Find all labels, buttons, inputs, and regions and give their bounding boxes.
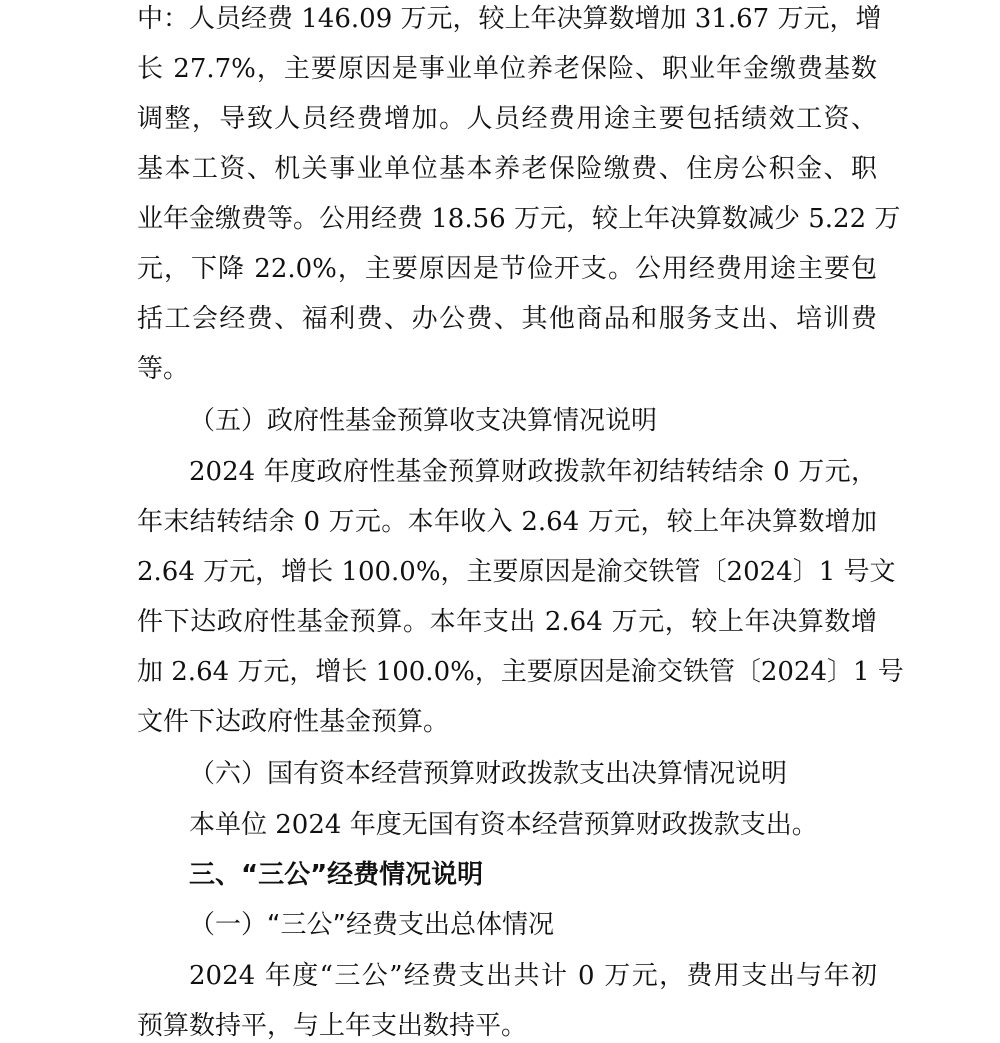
paragraph-line: 元，下降 22.0%，主要原因是节俭开支。公用经费用途主要包 (137, 254, 877, 284)
paragraph-line: 本单位 2024 年度无国有资本经营预算财政拨款支出。 (189, 810, 818, 840)
paragraph-line: 括工会经费、福利费、办公费、其他商品和服务支出、培训费 (137, 304, 877, 334)
paragraph-line: 件下达政府性基金预算。本年支出 2.64 万元，较上年决算数增 (137, 607, 877, 637)
paragraph-line: 业年金缴费等。公用经费 18.56 万元，较上年决算数减少 5.22 万 (137, 204, 901, 234)
paragraph-line: 2024 年度政府性基金预算财政拨款年初结转结余 0 万元， (189, 457, 877, 487)
paragraph-line: 调整，导致人员经费增加。人员经费用途主要包括绩效工资、 (137, 104, 877, 134)
paragraph-line: 中：人员经费 146.09 万元，较上年决算数增加 31.67 万元，增 (137, 4, 882, 34)
section-heading: （五）政府性基金预算收支决算情况说明 (189, 406, 658, 436)
chapter-heading: 三、“三公”经费情况说明 (189, 860, 484, 890)
paragraph-line: 加 2.64 万元，增长 100.0%，主要原因是渝交铁管〔2024〕1 号 (137, 657, 904, 687)
paragraph-line: 长 27.7%，主要原因是事业单位养老保险、职业年金缴费基数 (137, 54, 877, 84)
section-heading: （六）国有资本经营预算财政拨款支出决算情况说明 (189, 759, 788, 789)
paragraph-line: 年末结转结余 0 万元。本年收入 2.64 万元，较上年决算数增加 (137, 507, 877, 537)
paragraph-line: 基本工资、机关事业单位基本养老保险缴费、住房公积金、职 (137, 154, 877, 184)
paragraph-line: 2024 年度“三公”经费支出共计 0 万元，费用支出与年初 (189, 961, 877, 991)
paragraph-line: 2.64 万元，增长 100.0%，主要原因是渝交铁管〔2024〕1 号文 (137, 557, 896, 587)
section-heading: （一）“三公”经费支出总体情况 (189, 910, 554, 940)
paragraph-line: 等。 (137, 354, 190, 384)
paragraph-line: 文件下达政府性基金预算。 (137, 707, 450, 737)
paragraph-line: 预算数持平，与上年支出数持平。 (137, 1011, 528, 1041)
